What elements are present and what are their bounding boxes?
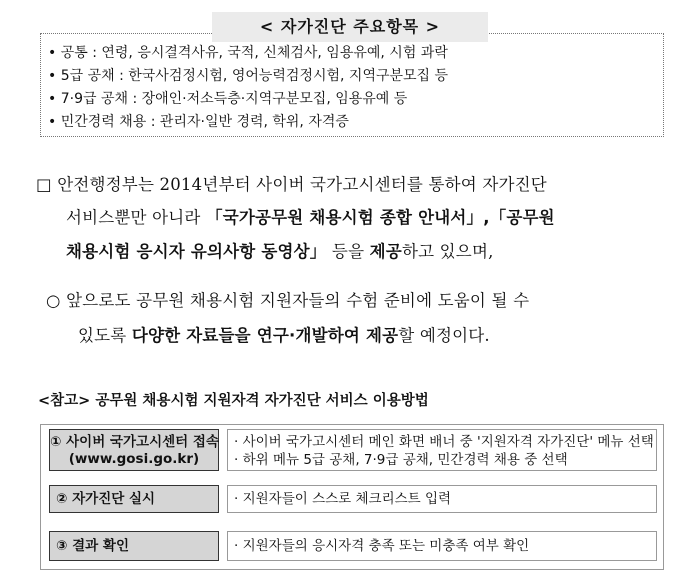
step-description <box>227 531 657 561</box>
steps-table <box>40 424 664 570</box>
para1-text: 안전행정부는 2014년부터 사이버 국가고시센터를 통하여 자가진단 <box>57 175 547 194</box>
para2-line2 <box>78 322 490 346</box>
step-row <box>41 531 663 563</box>
para1-line1 <box>36 171 547 195</box>
step-url: (www.gosi.go.kr) <box>68 451 200 467</box>
key-items-list <box>48 42 448 134</box>
step-desc-text: · 하위 메뉴 5급 공채, 7·9급 공채, 민간경력 채용 중 선택 <box>234 452 568 468</box>
step-description <box>227 485 657 513</box>
step-label-text: ③ 결과 확인 <box>56 538 129 554</box>
para1-emphasis: 「국가공무원 채용시험 종합 안내서」,「공무원 <box>206 208 555 227</box>
key-item: • 공통 : 연령, 응시결격사유, 국적, 신체검사, 임용유예, 시험 과락 <box>48 45 448 61</box>
para1-line2 <box>66 204 555 228</box>
para1-text: 등을 <box>326 242 370 261</box>
para1-emphasis: 제공 <box>369 242 402 261</box>
step-description <box>227 429 657 471</box>
step-row <box>41 485 663 517</box>
step-label <box>49 429 219 471</box>
key-item: • 7·9급 공채 : 장애인·저소득층·지역구분모집, 임용유예 등 <box>48 91 408 107</box>
step-desc-text: · 지원자들이 스스로 체크리스트 입력 <box>234 491 452 507</box>
para2-emphasis: 다양한 자료들을 연구·개발하여 제공 <box>131 326 399 345</box>
para2-line1 <box>46 287 529 311</box>
step-label <box>49 485 219 513</box>
para2-text: 있도록 <box>78 326 132 345</box>
para1-text: 서비스뿐만 아니라 <box>66 208 207 227</box>
key-item: • 5급 공채 : 한국사검정시험, 영어능력검정시험, 지역구분모집 등 <box>48 68 449 84</box>
para2-text: 할 예정이다. <box>398 326 490 345</box>
para2-text: 앞으로도 공무원 채용시험 지원자들의 수험 준비에 도움이 될 수 <box>66 291 530 310</box>
para1-text: 하고 있으며, <box>401 242 494 261</box>
step-desc-text: · 지원자들의 응시자격 충족 또는 미충족 여부 확인 <box>234 538 530 554</box>
step-label-text: ② 자가진단 실시 <box>56 491 156 507</box>
para1-emphasis: 채용시험 응시자 유의사항 동영상」 <box>66 242 327 261</box>
step-row <box>41 429 663 473</box>
step-label <box>49 531 219 561</box>
key-items-title: < 자가진단 주요항목 > <box>212 12 488 42</box>
square-bullet-icon: □ <box>36 175 52 194</box>
key-item: • 민간경력 채용 : 관리자·일반 경력, 학위, 자격증 <box>48 114 349 130</box>
circle-bullet-icon: ○ <box>46 291 61 310</box>
step-label-text: ① 사이버 국가고시센터 접속 <box>50 434 219 450</box>
reference-heading: <참고> 공무원 채용시험 지원자격 자가진단 서비스 이용방법 <box>38 393 429 409</box>
step-desc-text: · 사이버 국가고시센터 메인 화면 배너 중 '지원자격 자가진단' 메뉴 선택 <box>234 434 654 450</box>
para1-line3 <box>66 238 494 262</box>
